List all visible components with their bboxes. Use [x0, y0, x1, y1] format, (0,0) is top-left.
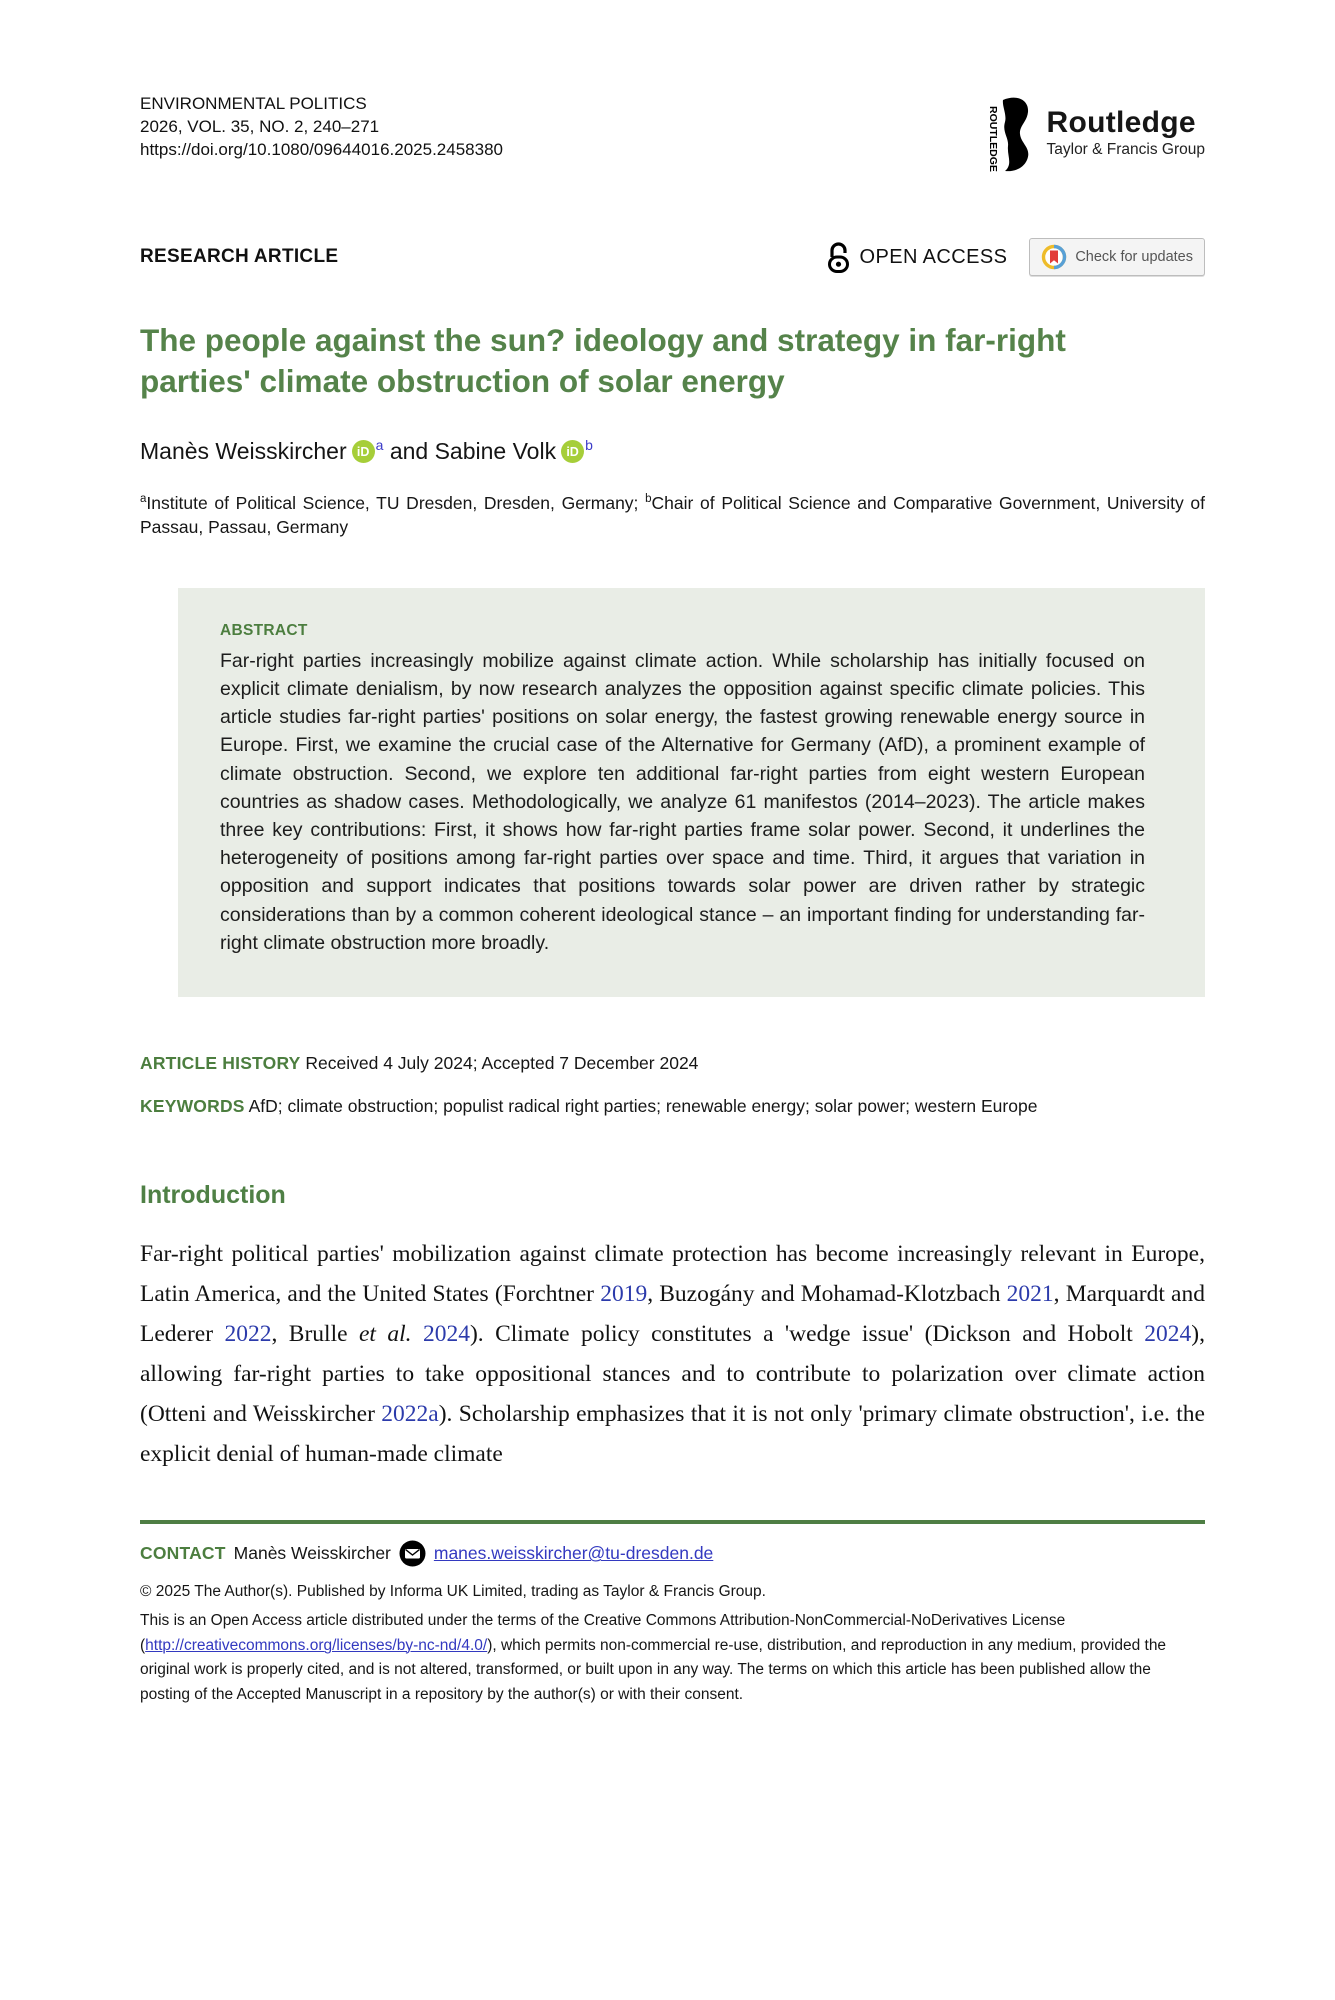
footer-divider [140, 1520, 1205, 1524]
article-history [140, 1053, 1205, 1074]
citation-link[interactable]: 2024 [422, 1321, 470, 1348]
orcid-icon[interactable]: iD [352, 440, 375, 463]
introduction-paragraph [140, 1234, 1205, 1474]
orcid-icon[interactable]: iD [561, 440, 584, 463]
text-segment: , Brulle [271, 1321, 359, 1348]
citation-link[interactable]: 2022 [224, 1321, 272, 1348]
journal-name: ENVIRONMENTAL POLITICS [140, 94, 367, 113]
author-name-1: Manès Weisskircher [140, 438, 347, 464]
copyright-line: © 2025 The Author(s). Published by Informa UK Limited, trading as Taylor & Francis Group. [140, 1583, 766, 1601]
check-for-updates-label: Check for updates [1075, 249, 1193, 265]
author-name-2: Sabine Volk [434, 438, 557, 464]
text-segment: , Buzogány and Mohamad-Klotzbach [647, 1281, 1007, 1308]
text-segment: This is an Open Access article distributed under the terms of the Creative Commons Attribution-NonCommercial-NoDerivatives License ( [140, 1612, 1066, 1654]
open-lock-icon [826, 241, 851, 274]
text-segment: ). Climate policy constitutes a 'wedge issue' (Dickson and Hobolt [469, 1321, 1145, 1348]
text-segment: , Marquardt and Lederer [140, 1281, 1205, 1348]
text-segment: ), which permits non-commercial re-use, distribution, and reproduction in any medium, provided the original work is properly cited, and is not altered, transformed, or built upon in any way. The terms on which this article has been published allow the posting of the Accepted Manuscript in a repository by the author(s) or with their consent. [140, 1636, 1167, 1703]
url-link[interactable]: http://creativecommons.org/licenses/by-nc-nd/4.0/ [145, 1636, 488, 1654]
text-segment: ). Scholarship emphasizes that it is not only 'primary climate obstruction', i.e. the explicit denial of human-made climate [140, 1401, 1205, 1468]
svg-text:ROUTLEDGE: ROUTLEDGE [986, 106, 999, 172]
volume-issue: 2026, VOL. 35, NO. 2, 240–271 [140, 117, 380, 136]
contact-label: CONTACT [140, 1543, 226, 1564]
citation-link[interactable]: 2022a [381, 1401, 439, 1428]
check-for-updates-button[interactable] [1029, 238, 1205, 276]
keywords-text: AfD; climate obstruction; populist radical right parties; renewable energy; solar power; western Europe [248, 1096, 1038, 1117]
citation-link[interactable]: 2019 [600, 1281, 648, 1308]
journal-info [140, 92, 503, 161]
section-heading-introduction: Introduction [140, 1181, 286, 1210]
publisher-logo [977, 92, 1206, 174]
contact-email-link[interactable]: manes.weisskircher@tu-dresden.de [433, 1543, 714, 1564]
keywords-label: KEYWORDS [140, 1096, 245, 1117]
text-segment: ), allowing far-right parties to take oppositional stances and to contribute to polarization over climate action (Otteni and Weisskircher [140, 1321, 1205, 1428]
abstract-label: ABSTRACT [220, 621, 308, 639]
publisher-text [1047, 107, 1206, 159]
affil-sup-a: a [140, 493, 147, 505]
affiliations [140, 487, 1205, 540]
article-title: The people against the sun? ideology and strategy in far-right parties' climate obstruction of solar energy [140, 322, 1066, 399]
citation-link[interactable]: 2021 [1006, 1281, 1054, 1308]
authors-line: Manès Weisskircher iD a and Sabine Volk iD b [140, 436, 593, 464]
journal-header [140, 92, 1205, 174]
publisher-tagline: Taylor & Francis Group [1046, 141, 1205, 158]
text-segment [412, 1321, 423, 1347]
publisher-name: Routledge [1046, 106, 1196, 139]
affil-text-b: Chair of Political Science and Comparative Government, University of Passau, Passau, Germany [140, 492, 1205, 538]
text-segment: Far-right political parties' mobilization against climate protection has become increasingly relevant in Europe, Latin America, and the United States (Forchtner [140, 1241, 1205, 1308]
affil-sup-b: b [645, 493, 652, 505]
article-history-label: ARTICLE HISTORY [140, 1053, 301, 1074]
affil-text-a: Institute of Political Science, TU Dresden, Dresden, Germany; [146, 492, 646, 513]
article-history-text: Received 4 July 2024; Accepted 7 December 2024 [305, 1053, 699, 1074]
open-access-badge [826, 241, 1008, 274]
article-type-row [140, 238, 1205, 276]
authors-connector: and [383, 438, 435, 464]
contact-name: Manès Weisskircher [233, 1543, 391, 1564]
routledge-mark-icon [977, 92, 1037, 174]
license-paragraph [140, 1609, 1205, 1707]
article-type: RESEARCH ARTICLE [140, 246, 339, 267]
email-icon [399, 1540, 426, 1567]
doi-link[interactable]: https://doi.org/10.1080/09644016.2025.2458380 [140, 140, 503, 159]
keywords [140, 1094, 1205, 1119]
abstract-box [178, 588, 1205, 997]
italic-text: et al. [358, 1321, 412, 1348]
abstract-text: Far-right parties increasingly mobilize against climate action. While scholarship has initially focused on explicit climate denialism, by now research analyzes the opposition against specific climate policies. This article studies far-right parties' positions on solar energy, the fastest growing renewable energy source in Europe. First, we examine the crucial case of the Alternative for Germany (AfD), a prominent example of climate obstruction. Second, we explore ten additional far-right parties from eight western European countries as shadow cases. Methodologically, we analyze 61 manifestos (2014–2023). The article makes three key contributions: First, it shows how far-right parties frame solar power. Second, it underlines the heterogeneity of positions among far-right parties over space and time. Third, it argues that variation in opposition and support indicates that positions towards solar power are driven rather by strategic considerations than by a common coherent ideological stance – an important finding for understanding far-right climate obstruction more broadly. [220, 649, 1145, 954]
contact-row [140, 1540, 1205, 1567]
open-access-label: OPEN ACCESS [859, 245, 1008, 268]
crossmark-icon [1041, 244, 1067, 270]
citation-link[interactable]: 2024 [1144, 1321, 1192, 1348]
